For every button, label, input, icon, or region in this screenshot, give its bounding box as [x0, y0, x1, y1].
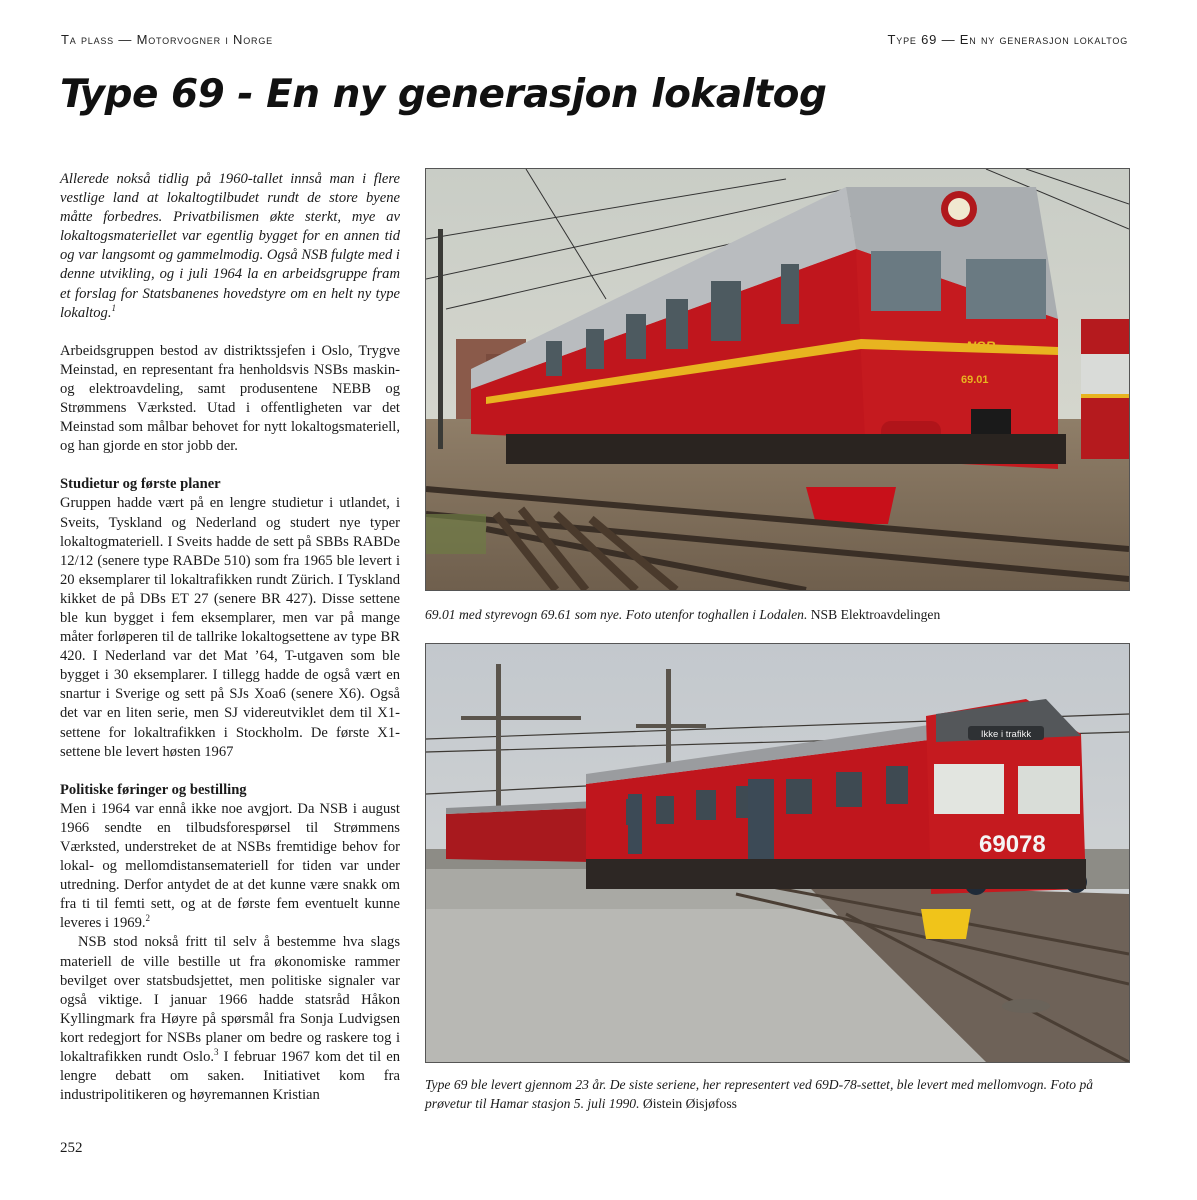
footnote-ref-2: 2 [145, 913, 151, 924]
train-6901-illustration [426, 169, 1129, 590]
photo-train-69078 [425, 643, 1130, 1063]
number-plate-6901: 69.01 [961, 374, 989, 386]
paragraph-politics [60, 800, 400, 934]
photo2-caption [425, 1075, 1130, 1113]
budget-text-a: NSB stod nokså fritt til selv å bestemme hva slags materiell de ville bestille ut fra økonomiske rammer bevilget over statsbudsjettet, men politiske signaler var også viktige. I januar 1966 hadde statsråd Håkon Kyllingmark fra Høyre på spørsmål fra Sonja Ludvigsen kort redegjort for NSBs planer om bedre og raskere tog i lokaltrafikken rundt Oslo. [60, 934, 400, 1066]
photo1-credit: NSB Elektroavdelingen [807, 607, 941, 622]
running-header-right: Type 69 — En ny generasjon lokaltog [887, 32, 1128, 47]
photo-train-6901 [425, 168, 1130, 591]
budget-text-b: I februar 1967 kom det til en lengre debatt om saken. Initiativet kom fra industripolitikeren og høyremannen Kristian [60, 1049, 400, 1104]
photo2-caption-text: Type 69 ble levert gjennom 23 år. De siste seriene, her representert ved 69D-78-settet, ble levert med mellomvogn. Foto på prøvetur til Hamar stasjon 5. juli 1990. [425, 1077, 1094, 1111]
paragraph-budget [60, 933, 400, 1105]
footnote-ref-1: 1 [111, 302, 116, 313]
intro-text: Allerede nokså tidlig på 1960-tallet innså man i flere vestlige land at lokaltogtilbudet rundt de store byene måtte forbedres. Privatbilismen økte sterkt, mye av lokaltogsmateriellet var egentlig bygget for en annen tid og var langsomt og gammelmodig. Også NSB fulgte med i denne utvikling, og i juli 1964 la en arbeidsgruppe fram et forslag for Statsbanenes hovedstyre om en helt ny type lokaltog. [60, 171, 400, 321]
paragraph-working-group: Arbeidsgruppen bestod av distriktssjefen i Oslo, Trygve Meinstad, en representant fra henholdsvis NSBs maskin- og elektroavdeling, samt produsentene NEBB og Strømmens Værksted. Utad i offentligheten var det Meinstad som målbar behovet for nytt lokaltogsmateriell, og han gjorde en stor jobb der. [60, 342, 400, 455]
photo2-credit: Øistein Øisjøfoss [639, 1096, 737, 1111]
train-69078-illustration [426, 644, 1129, 1062]
intro-paragraph [60, 170, 400, 323]
paragraph-study-trip: Gruppen hadde vært på en lengre studietur i utlandet, i Sveits, Tyskland og Nederland og studert nye typer lokaltogmateriell. I Sveits hadde de sett på SBBs RABDe 12/12 (senere type RABDe 510) som fra 1965 ble levert i 20 eksemplarer til lokaltrafikken rundt Zürich. I Tyskland kikket de på DBs ET 27 (senere BR 427). Disse settene ble kun bygget i fem eksemplarer, men var på mange måter forløperen til de tallrike lokaltogsettene av type BR 420. I Nederland var det Mat ’64, T-utgaven som ble bygget i 30 eksemplarer. I tillegg hadde de også vært en snartur i Sverige og sett på SJs Xoa6 (senere X6). Også det var en liten serie, men SJ videreutviklet dem til X1-settene for lokaltrafikken i Stockholm. De første X1-settene ble levert høsten 1967 [60, 495, 400, 760]
page-number: 252 [60, 1140, 83, 1156]
footnote-ref-3: 3 [214, 1047, 219, 1058]
body-text-column [60, 170, 400, 1105]
destination-sign: Ikke i trafikk [980, 729, 1032, 740]
section-heading-politics: Politiske føringer og bestilling [60, 781, 247, 798]
page-title: Type 69 - En ny generasjon lokaltog [60, 72, 827, 117]
unit-number: 69078 [979, 831, 1046, 858]
section-heading-study-trip: Studietur og første planer [60, 476, 221, 493]
nsb-logo: NSB [966, 338, 996, 354]
politics-text: Men i 1964 var ennå ikke noe avgjort. Da NSB i august 1966 sendte en tilbudsforespørsel til Strømmens Værksted, understreket de at NSBs fremtidige behov for lokal- og mellomdistansemateriell for tiden var under utredning. Derfor antydet de at det kunne være snakk om fra ti til femti sett, og at de første fem eventuelt kunne leveres i 1969. [60, 800, 400, 932]
photo1-caption-text: 69.01 med styrevogn 69.61 som nye. Foto utenfor toghallen i Lodalen. [425, 607, 808, 622]
running-header-left: Ta plass — Motorvogner i Norge [61, 32, 273, 47]
photo1-caption [425, 605, 1130, 624]
